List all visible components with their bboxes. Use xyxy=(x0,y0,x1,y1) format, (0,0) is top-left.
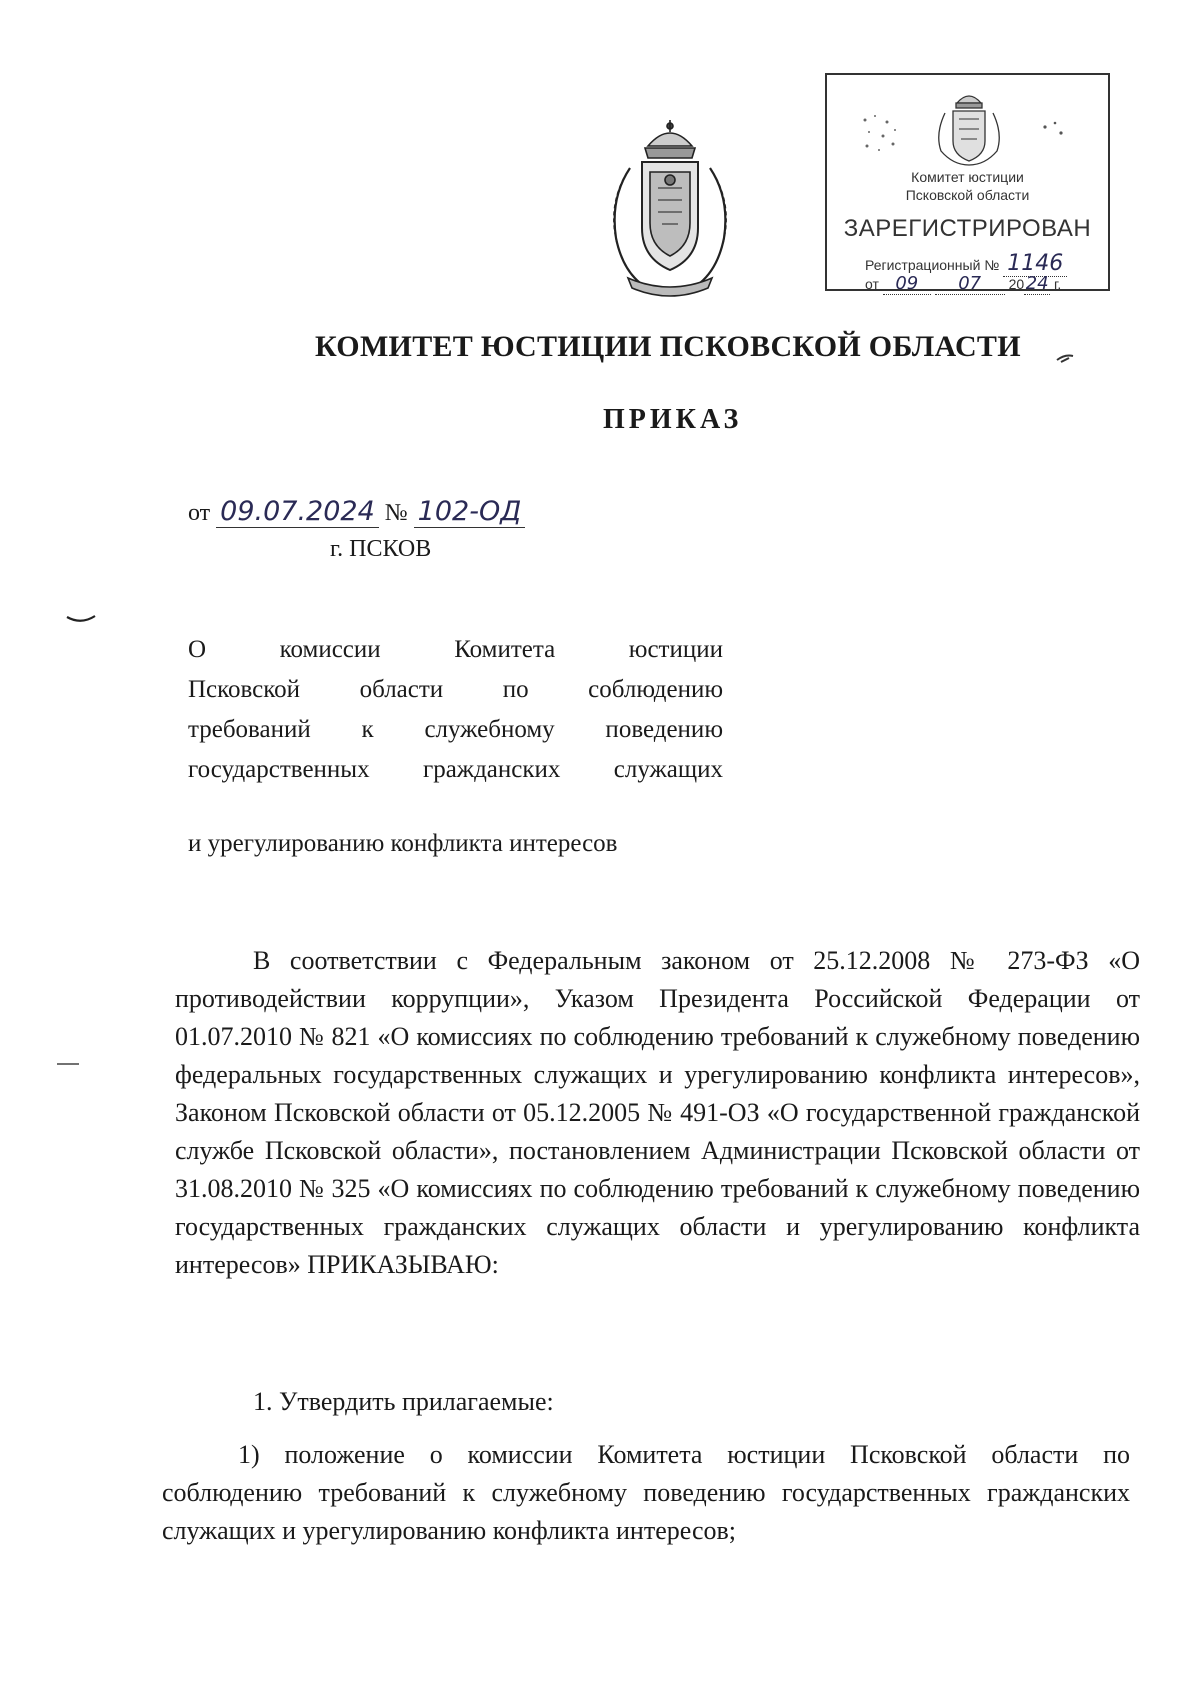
order-number: 102-ОД xyxy=(414,496,526,528)
order-number-prefix: № xyxy=(384,500,408,526)
stamp-reg-label: Регистрационный № xyxy=(865,257,1000,273)
stamp-date-day: 09 xyxy=(883,273,931,295)
organization-title: КОМИТЕТ ЮСТИЦИИ ПСКОВСКОЙ ОБЛАСТИ xyxy=(315,330,1021,363)
stamp-date-year: 24 xyxy=(1025,273,1049,294)
stamp-date-line xyxy=(865,273,1061,295)
order-item-1: 1. Утвердить прилагаемые: xyxy=(253,1387,554,1416)
stamp-org-line2: Псковской области xyxy=(905,187,1030,203)
stamp-status: ЗАРЕГИСТРИРОВАН xyxy=(843,215,1092,242)
subject-line: государственных гражданских служащих xyxy=(188,756,723,783)
stamp-mark-decoration xyxy=(857,110,907,160)
stamp-date-month: 07 xyxy=(935,273,1005,295)
stamp-date-year-prefix: 20 xyxy=(1008,276,1025,292)
coat-of-arms-emblem xyxy=(600,118,740,303)
order-city: г. ПСКОВ xyxy=(330,536,432,562)
order-date: 09.07.2024 xyxy=(216,496,379,528)
subject-line: требований к служебному поведению xyxy=(188,716,723,743)
order-subitem-1-1: 1) положение о комиссии Комитета юстиции Псковской области по соблюдению требований к служебному поведению государственных гражданских служащих и урегулированию конфликта интересов; xyxy=(162,1440,1130,1545)
order-date-prefix: от xyxy=(188,500,211,526)
stamp-org-line1: Комитет юстиции xyxy=(911,169,1024,185)
stamp-date-prefix: от xyxy=(865,276,879,292)
order-date-number-line xyxy=(188,496,525,527)
scan-mark-decoration xyxy=(55,1060,81,1068)
stamp-reg-number: 1146 xyxy=(1003,251,1067,277)
scan-mark-decoration xyxy=(65,613,97,625)
subject-line: Псковской области по соблюдению xyxy=(188,676,723,703)
subject-line: О комиссии Комитета юстиции xyxy=(188,636,723,663)
order-subject xyxy=(188,630,723,790)
subject-line-last: и урегулированию конфликта интересов xyxy=(188,830,618,857)
stamp-emblem-icon xyxy=(929,89,1009,167)
document-type-title: ПРИКАЗ xyxy=(603,404,743,435)
stamp-date-suffix: г. xyxy=(1054,276,1062,292)
stamp-mark-decoration xyxy=(1039,115,1069,145)
scan-mark-decoration xyxy=(1055,352,1075,368)
preamble-paragraph: В соответствии с Федеральным законом от 25.12.2008 № 273-ФЗ «О противодействии коррупции», Указом Президента Российской Федерации от 01.07.2010 № 821 «О комиссиях по соблюдению требований к служебному поведению федеральных государственных служащих и урегулированию конфликта интересов», Законом Псковской области от 05.12.2005 № 491-ОЗ «О государственной гражданской службе Псковской области», постановлением Администрации Псковской области от 31.08.2010 № 325 «О комиссиях по соблюдению требований к служебному поведению государственных гражданских служащих области и урегулированию конфликта интересов» ПРИКАЗЫВАЮ: xyxy=(175,946,1140,1279)
registration-stamp xyxy=(825,73,1110,294)
